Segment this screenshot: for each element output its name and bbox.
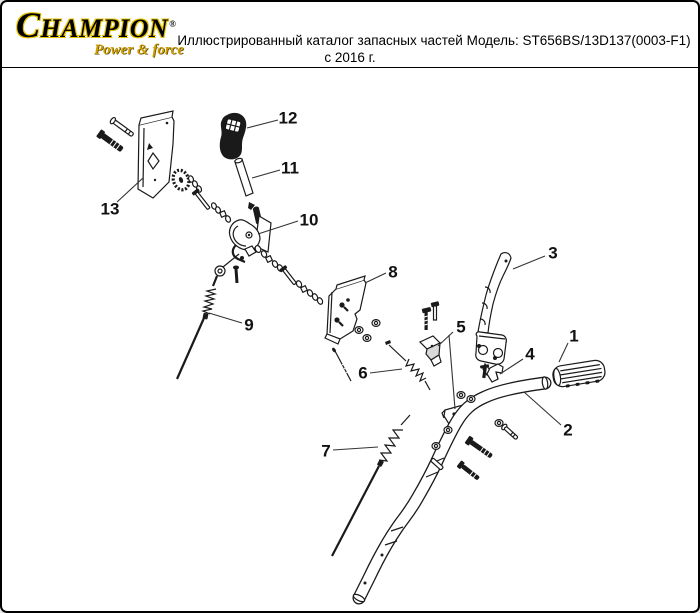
callout-label-11: 11	[281, 158, 299, 178]
exploded-parts-diagram	[2, 2, 698, 611]
callout-leader-8	[365, 273, 386, 283]
callout-label-10: 10	[299, 210, 319, 230]
callout-leader-5	[438, 332, 453, 346]
callout-leader-6	[370, 369, 402, 373]
part-5-clamp-bracket	[420, 336, 441, 366]
callout-leader-3	[513, 256, 545, 269]
callout-label-12: 12	[278, 108, 298, 128]
brand-name: CHAMPION®	[16, 5, 177, 45]
callout-label-1: 1	[569, 326, 579, 346]
washer-chain-upper	[171, 168, 232, 223]
callout-leader-11	[252, 170, 280, 178]
bolt-icon	[96, 129, 125, 153]
callout-leader-2	[524, 392, 561, 425]
needle-screw-icon	[331, 347, 351, 381]
callout-label-6: 6	[358, 363, 368, 383]
callout-leader-5	[449, 335, 455, 409]
part-11-shift-rod	[234, 158, 255, 210]
part-3-shift-lever	[476, 253, 511, 375]
callout-leader-7	[333, 447, 378, 450]
part-9-cable	[177, 254, 239, 379]
part-10-shifter-assembly	[229, 207, 271, 283]
callout-label-9: 9	[244, 315, 254, 335]
pin-icon	[109, 117, 135, 138]
brand-tagline: Power & force	[94, 41, 184, 58]
part-1-grip	[552, 359, 607, 389]
nut-icons-near-part-8	[355, 320, 380, 342]
bolt-icons-above-part-5	[422, 301, 440, 330]
callout-label-7: 7	[321, 441, 331, 461]
callout-label-2: 2	[563, 420, 573, 440]
washer-chain-lower	[260, 250, 323, 305]
page-title: Иллюстрированный каталог запасных частей Модель: ST656BS/13D137(0003-F1)	[177, 33, 691, 48]
callout-leader-9	[209, 313, 242, 323]
callout-label-5: 5	[456, 317, 466, 337]
callout-leader-12	[247, 120, 278, 128]
callout-label-8: 8	[388, 262, 398, 282]
part-12-shift-knob	[220, 113, 247, 159]
registered-mark: ®	[169, 19, 177, 30]
page-subtitle: с 2016 г.	[324, 50, 376, 65]
part-6-spring-rod	[385, 340, 430, 390]
callout-label-4: 4	[525, 344, 535, 364]
part-4-clip	[480, 364, 503, 382]
callout-label-13: 13	[100, 199, 120, 219]
part-13-bracket-panel	[138, 111, 174, 198]
callout-label-3: 3	[548, 243, 558, 263]
callout-leader-1	[559, 343, 568, 362]
